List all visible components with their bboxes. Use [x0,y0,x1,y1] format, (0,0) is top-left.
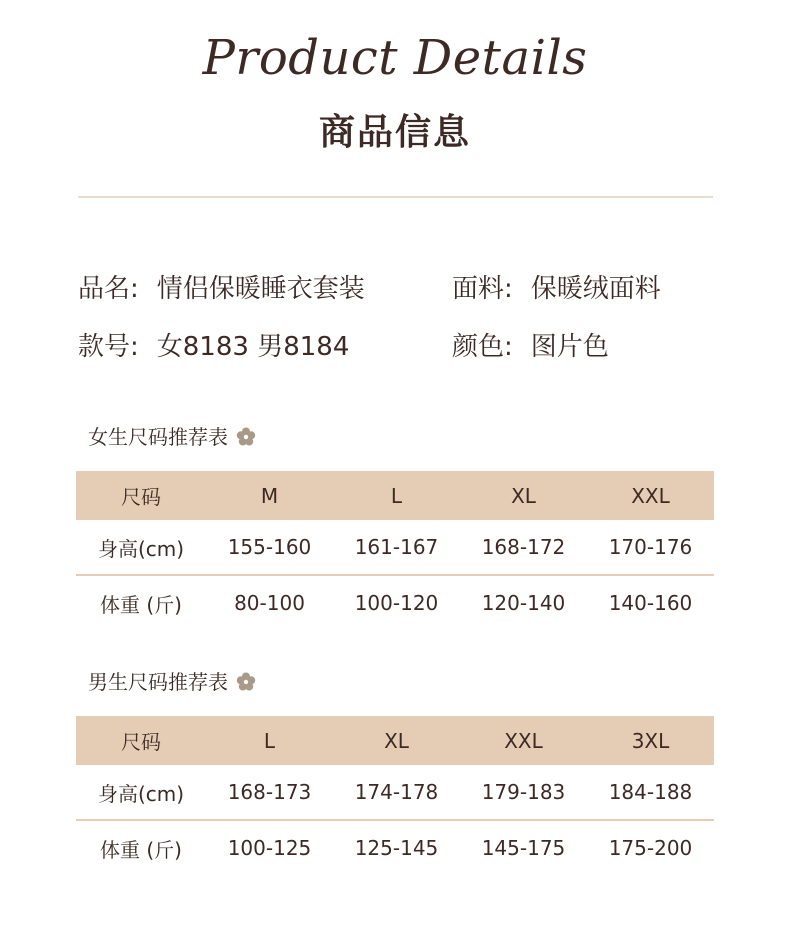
men-weight-row [76,820,714,875]
color-value: 图片色 [530,332,609,362]
women-size-table [76,471,714,630]
women-header-cell: XL [511,483,536,508]
men-header-cell: 3XL [631,728,670,753]
women-table-cell: 161-167 [333,520,460,575]
women-section-title-text: 女生尺码推荐表 [88,425,228,449]
men-row-label: 体重 (斤) [100,837,182,862]
men-table-cell: 175-200 [608,836,693,860]
men-table-cell: 184-188 [587,765,714,820]
fabric-value: 保暖绒面料 [530,274,661,304]
women-table-cell: 170-176 [587,520,714,575]
men-table-cell: 174-178 [333,765,460,820]
men-height-row [76,765,714,820]
men-table-cell: 145-175 [481,836,566,860]
women-section-title [88,421,256,452]
flower-icon [236,427,256,452]
men-table-cell: 179-183 [460,765,587,820]
men-size-table [76,716,714,875]
page-title-en: Product Details [202,30,588,86]
men-table-cell: 125-145 [354,836,439,860]
women-header-cell: 尺码 [121,485,161,509]
men-section-title-text: 男生尺码推荐表 [88,670,228,694]
women-header-cell: M [260,483,279,508]
women-row-label: 身高(cm) [76,520,206,575]
women-table-cell: 100-120 [354,591,439,615]
fabric-row [452,268,661,305]
women-table-cell: 168-172 [460,520,587,575]
flower-icon [236,672,256,697]
men-section-title [88,666,256,697]
product-name-row [78,268,365,305]
men-header-cell: XXL [504,728,543,753]
men-header-cell: L [263,728,276,753]
women-table-cell: 80-100 [234,591,305,615]
women-table-cell: 140-160 [608,591,693,615]
men-header-cell: XL [384,728,409,753]
women-header-cell: XXL [631,483,670,508]
women-table-header-row [76,471,714,520]
women-row-label: 体重 (斤) [100,592,182,617]
women-height-row [76,520,714,575]
product-name-value: 情侣保暖睡衣套装 [156,274,365,304]
men-header-cell: 尺码 [121,730,161,754]
color-label: 颜色: [452,332,513,362]
women-table-cell: 120-140 [481,591,566,615]
fabric-label: 面料: [452,274,513,304]
color-row [452,326,609,363]
men-table-cell: 100-125 [227,836,312,860]
women-weight-row [76,575,714,630]
women-header-cell: L [390,483,403,508]
women-table-cell: 155-160 [206,520,333,575]
men-table-cell: 168-173 [206,765,333,820]
model-row [78,326,349,363]
men-row-label: 身高(cm) [76,765,206,820]
header-divider [78,196,713,198]
men-table-header-row [76,716,714,765]
page-title-cn: 商品信息 [318,112,471,153]
product-name-label: 品名: [78,274,139,304]
model-value: 女8183 男8184 [156,332,350,362]
model-label: 款号: [78,332,139,362]
